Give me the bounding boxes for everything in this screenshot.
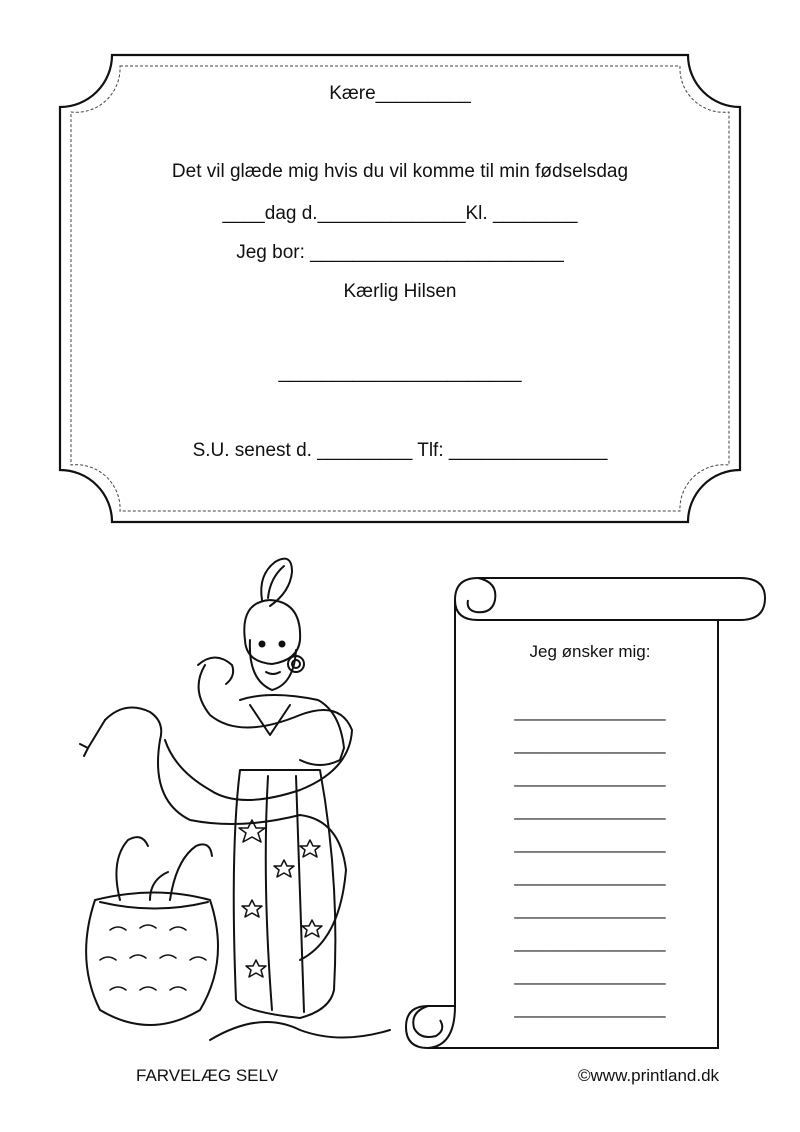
footer-color-yourself: FARVELÆG SELV: [136, 1066, 279, 1085]
greeting-line: Kære_________: [329, 83, 471, 104]
wishlist-line: ________________: [514, 735, 666, 754]
wishlist-line: ________________: [514, 834, 666, 853]
snake-charmer-illustration: [80, 559, 390, 1040]
rsvp-line: S.U. senest d. _________ Tlf: _______________: [192, 440, 608, 461]
wishlist-line: ________________: [514, 768, 666, 787]
wishlist-line: ________________: [514, 702, 666, 721]
wishlist-line: ________________: [514, 999, 666, 1018]
closing-text: Kærlig Hilsen: [343, 281, 457, 302]
wishlist-line: ________________: [514, 933, 666, 952]
date-time-line: ____dag d.______________Kl. ________: [222, 203, 578, 224]
wishlist-line: ________________: [514, 900, 666, 919]
footer-copyright: ©www.printland.dk: [578, 1066, 720, 1085]
wishlist-line: ________________: [514, 966, 666, 985]
intro-text: Det vil glæde mig hvis du vil komme til min fødselsdag: [171, 161, 629, 182]
wishlist-line: ________________: [514, 801, 666, 820]
wishlist-title: Jeg ønsker mig:: [529, 642, 651, 661]
wishlist-line: ________________: [514, 867, 666, 886]
signature-line: _______________________: [278, 362, 522, 383]
address-line: Jeg bor: ________________________: [236, 242, 564, 263]
